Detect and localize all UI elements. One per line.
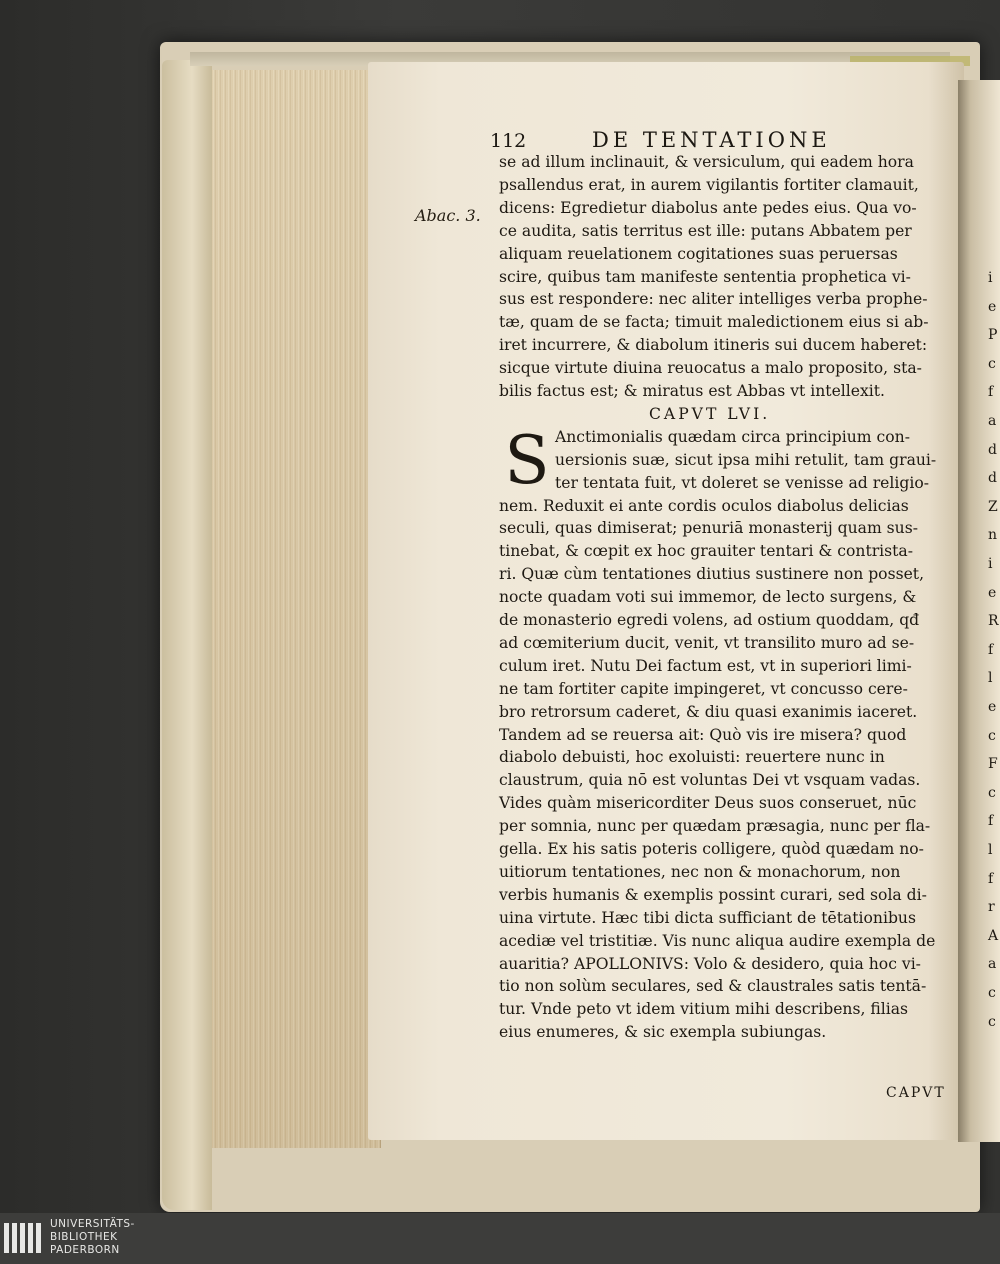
library-name-line: UNIVERSITÄTS- [50, 1218, 135, 1230]
page-header [490, 128, 870, 152]
text-line: dicens: Egredietur diabolus ante pedes eius. Qua vo- [499, 198, 917, 217]
text-line: aliquam reuelationem cogitationes suas peruersas [499, 244, 898, 263]
page-block-shade [212, 70, 380, 1148]
running-head: DE TENTATIONE [592, 128, 831, 152]
text-line: de monasterio egredi volens, ad ostium quoddam, qđ [499, 611, 920, 629]
text-line: tæ, quam de se facta; timuit maledictionem eius si ab- [499, 313, 929, 332]
text-line: tur. Vnde peto vt idem vitium mihi describens, filias [499, 1000, 909, 1019]
text-line: ad cœmiterium ducit, venit, vt transilito muro ad se- [499, 633, 915, 652]
text-line: verbis humanis & exemplis possint curari, sed sola di- [499, 885, 927, 904]
library-name-line: BIBLIOTHEK [50, 1231, 118, 1243]
right-page-letter: a [988, 956, 997, 973]
book-gutter [958, 80, 1000, 1142]
text-line: se ad illum inclinauit, & versiculum, qui eadem hora [499, 153, 914, 171]
right-page-letter: i [988, 556, 993, 572]
text-line: Vides quàm misericorditer Deus suos conseruet, nūc [499, 794, 917, 813]
right-page-letter: n [988, 527, 998, 544]
right-page-letter: c [988, 985, 996, 1001]
text-line: sicque virtute diuina reuocatus a malo proposito, sta- [499, 359, 922, 378]
text-line: claustrum, quia nō est voluntas Dei vt vsquam vadas. [499, 771, 921, 790]
text-line: acediæ vel tristitiæ. Vis nunc aliqua audire exempla de [499, 931, 936, 950]
text-line: per somnia, nunc per quædam præsagia, nunc per fla- [499, 817, 931, 836]
right-page-letter: f [988, 384, 994, 401]
right-page-letter: A [988, 927, 999, 944]
right-page-letter: f [988, 870, 994, 887]
text-line: ter tentata fuit, vt doleret se venisse ad religio- [555, 473, 929, 492]
drop-cap: S [504, 422, 550, 499]
text-line: seculi, quas dimiserat; penuriā monasterij quam sus- [499, 519, 918, 538]
right-page-letter: c [988, 355, 996, 372]
text-line: ne tam fortiter capite impingeret, vt concusso cere- [499, 679, 908, 698]
page-number: 112 [490, 130, 527, 152]
text-line: uersionis suæ, sicut ipsa mihi retulit, tam graui- [555, 450, 937, 469]
right-page-letter: e [988, 699, 997, 715]
text-line: tinebat, & cœpit ex hoc grauiter tentari & contrista- [499, 542, 913, 561]
text-line: diabolo debuisti, hoc exoluisti: reuertere nunc in [499, 748, 885, 767]
chapter-heading: CAPVT LVI. [649, 404, 771, 423]
text-line: tio non solùm seculares, sed & claustrales satis tentā- [499, 977, 927, 996]
right-page-letter: F [988, 756, 998, 773]
text-line: uitiorum tentationes, nec non & monachorum, non [499, 862, 901, 881]
text-line: bilis factus est; & miratus est Abbas vt intellexit. [499, 382, 886, 400]
text-line: iret incurrere, & diabolum itineris sui ducem haberet: [499, 336, 928, 355]
text-line: gella. Ex his satis poteris colligere, quòd quædam no- [499, 840, 924, 858]
text-line: sus est respondere: nec aliter intelliges verba prophe- [499, 290, 928, 309]
text-line: culum iret. Nutu Dei factum est, vt in superiori limi- [499, 656, 912, 675]
text-line: nem. Reduxit ei ante cordis oculos diabolus delicias [499, 496, 909, 515]
right-page-letter: R [988, 613, 999, 630]
right-page-letter: e [988, 584, 997, 601]
right-page-letter: l [988, 670, 993, 687]
right-page-letter: c [988, 784, 996, 801]
right-page-letter: f [988, 813, 994, 830]
right-page-letter: c [988, 727, 996, 744]
right-page-letter: e [988, 298, 997, 315]
text-line: scire, quibus tam manifeste sententia prophetica vi- [499, 267, 911, 286]
text-line: psallendus erat, in aurem vigilantis fortiter clamauit, [499, 175, 919, 194]
text-line: eius enumeres, & sic exempla subiungas. [499, 1023, 827, 1042]
right-page-letter: r [988, 899, 995, 916]
footer-bar [0, 1213, 1000, 1264]
marginal-note: Abac. 3. [415, 206, 481, 225]
text-line: Tandem ad se reuersa ait: Quò vis ire misera? quod [499, 725, 907, 744]
library-name-line: PADERBORN [50, 1244, 120, 1256]
right-page-letter: i [988, 270, 993, 286]
right-page-letter: c [988, 1013, 996, 1030]
right-page-letter: a [988, 413, 997, 429]
text-line: ce audita, satis territus est ille: putans Abbatem per [499, 221, 912, 240]
right-page-letter: f [988, 641, 994, 658]
right-page-letter: d [988, 470, 997, 487]
text-line: Anctimonialis quædam circa principium con- [555, 427, 910, 446]
catchword: CAPVT [886, 1085, 946, 1101]
right-page-letter: d [988, 441, 997, 458]
library-logo-icon [4, 1219, 42, 1257]
right-page-letter: l [988, 842, 993, 858]
right-page-letter: P [988, 327, 998, 344]
text-line: bro retrorsum caderet, & diu quasi exanimis iaceret. [499, 702, 918, 721]
text-line: auaritia? APOLLONIVS: Volo & desidero, quia hoc vi- [499, 954, 921, 973]
text-line: nocte quadam voti sui immemor, de lecto surgens, & [499, 588, 917, 607]
book-spine-edge [162, 60, 212, 1210]
text-line: uina virtute. Hæc tibi dicta sufficiant de tētationibus [499, 908, 916, 927]
library-name [50, 1218, 135, 1257]
text-line: ri. Quæ cùm tentationes diutius sustinere non posset, [499, 565, 925, 584]
right-page-letter: Z [988, 498, 998, 515]
